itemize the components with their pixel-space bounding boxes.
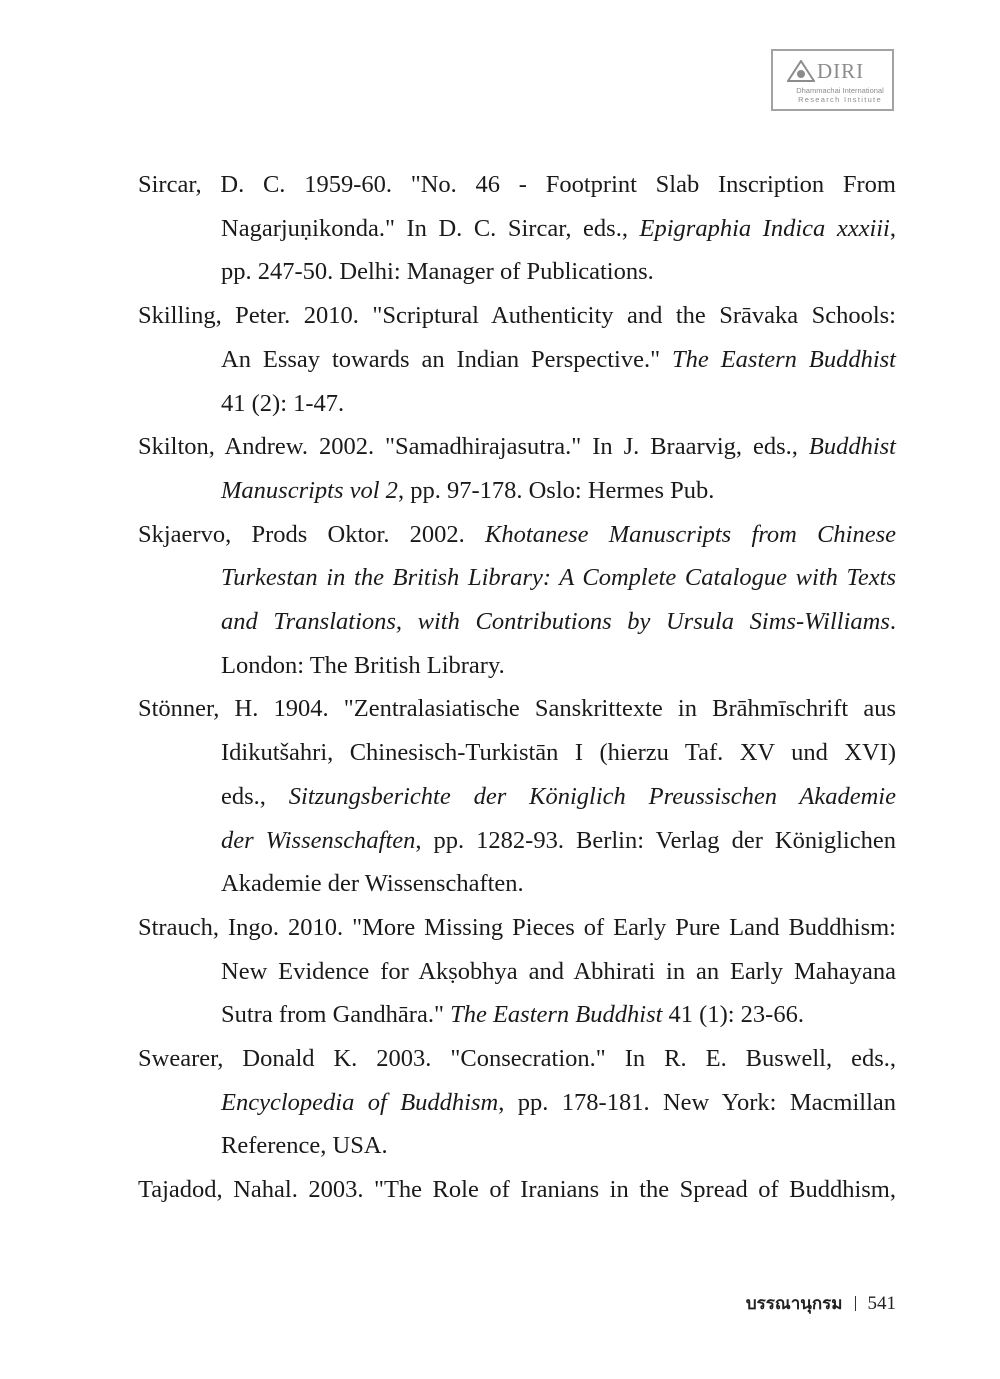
bibliography-entry	[138, 1037, 896, 1168]
entry-line: Skilling, Peter. 2010. "Scriptural Authenticity and the Srāvaka Schools:	[138, 302, 896, 330]
entry-line: Nagarjuṇikonda." In D. C. Sircar, eds., Epigraphia Indica xxxiii,	[221, 214, 896, 242]
logo-subtitle-2: Research Institute	[798, 95, 882, 104]
bibliography-entry	[138, 163, 896, 294]
entry-line: Akademie der Wissenschaften.	[221, 870, 524, 898]
footer-separator	[855, 1296, 856, 1311]
entry-line: Skilton, Andrew. 2002. "Samadhirajasutra." In J. Braarvig, eds., Buddhist	[138, 433, 896, 461]
dhamma-triangle-icon	[787, 60, 815, 82]
bibliography-list	[138, 163, 896, 1212]
entry-line	[138, 556, 896, 600]
page-footer	[746, 1292, 896, 1316]
entry-line: Stönner, H. 1904. "Zentralasiatische Sanskrittexte in Brāhmīschrift aus	[138, 695, 896, 723]
italic-title: Buddhist	[808, 433, 896, 461]
italic-title: der Wissenschaften	[221, 826, 416, 854]
entry-line: eds., Sitzungsberichte der Königlich Preussischen Akademie	[221, 782, 896, 810]
entry-line: 41 (2): 1-47.	[221, 389, 345, 417]
italic-title: The Eastern Buddhist	[450, 1001, 663, 1029]
entry-line: Sircar, D. C. 1959-60. "No. 46 - Footprint Slab Inscription From	[138, 171, 896, 198]
logo-subtitle-1: Dhammachai International	[796, 86, 884, 95]
italic-title: Sitzungsberichte der Königlich Preussischen Akademie	[288, 782, 896, 810]
entry-line: pp. 247-50. Delhi: Manager of Publications.	[221, 258, 654, 286]
entry-line: Encyclopedia of Buddhism, pp. 178-181. New York: Macmillan	[221, 1088, 896, 1116]
italic-title: and Translations, with Contributions by Ursula Sims-Williams	[221, 608, 890, 636]
entry-line: Skjaervo, Prods Oktor. 2002. Khotanese Manuscripts from Chinese	[138, 520, 896, 548]
bibliography-entry	[138, 513, 896, 688]
entry-line: New Evidence for Akṣobhya and Abhirati in an Early Mahayana	[221, 957, 896, 985]
diri-logo	[771, 49, 894, 111]
entry-line: and Translations, with Contributions by Ursula Sims-Williams.	[221, 608, 896, 636]
bibliography-entry	[138, 1168, 896, 1212]
section-title: บรรณานุกรม	[745, 1294, 843, 1314]
entry-line: Reference, USA.	[221, 1132, 388, 1160]
page-number: 541	[867, 1293, 896, 1314]
entry-line: Strauch, Ingo. 2010. "More Missing Pieces of Early Pure Land Buddhism:	[138, 913, 896, 941]
logo-name: DIRI	[817, 59, 865, 83]
bibliography-entry	[138, 906, 896, 1037]
entry-line: An Essay towards an Indian Perspective." The Eastern Buddhist	[221, 345, 896, 373]
italic-title: Turkestan in the British Library: A Complete Catalogue with Texts	[221, 564, 896, 592]
italic-title: Manuscripts vol 2	[221, 476, 398, 504]
italic-title: Encyclopedia of Buddhism	[221, 1088, 499, 1116]
bibliography-entry	[138, 687, 896, 906]
entry-line: London: The British Library.	[221, 651, 505, 679]
entry-line: der Wissenschaften, pp. 1282-93. Berlin: Verlag der Königlichen	[221, 826, 896, 854]
entry-line: Tajadod, Nahal. 2003. "The Role of Iranians in the Spread of Buddhism,	[138, 1176, 896, 1204]
italic-title: Epigraphia Indica xxxiii	[639, 214, 890, 242]
italic-title: The Eastern Buddhist	[672, 345, 896, 373]
italic-title: Khotanese Manuscripts from Chinese	[485, 520, 896, 548]
entry-line: Swearer, Donald K. 2003. "Consecration." In R. E. Buswell, eds.,	[138, 1045, 896, 1073]
entry-line: Idikutšahri, Chinesisch-Turkistān I (hierzu Taf. XV und XVI)	[221, 739, 896, 767]
bibliography-entry	[138, 425, 896, 512]
entry-line: Sutra from Gandhāra." The Eastern Buddhist 41 (1): 23-66.	[221, 1001, 804, 1029]
entry-line: Manuscripts vol 2, pp. 97-178. Oslo: Hermes Pub.	[221, 476, 715, 504]
bibliography-entry	[138, 294, 896, 425]
